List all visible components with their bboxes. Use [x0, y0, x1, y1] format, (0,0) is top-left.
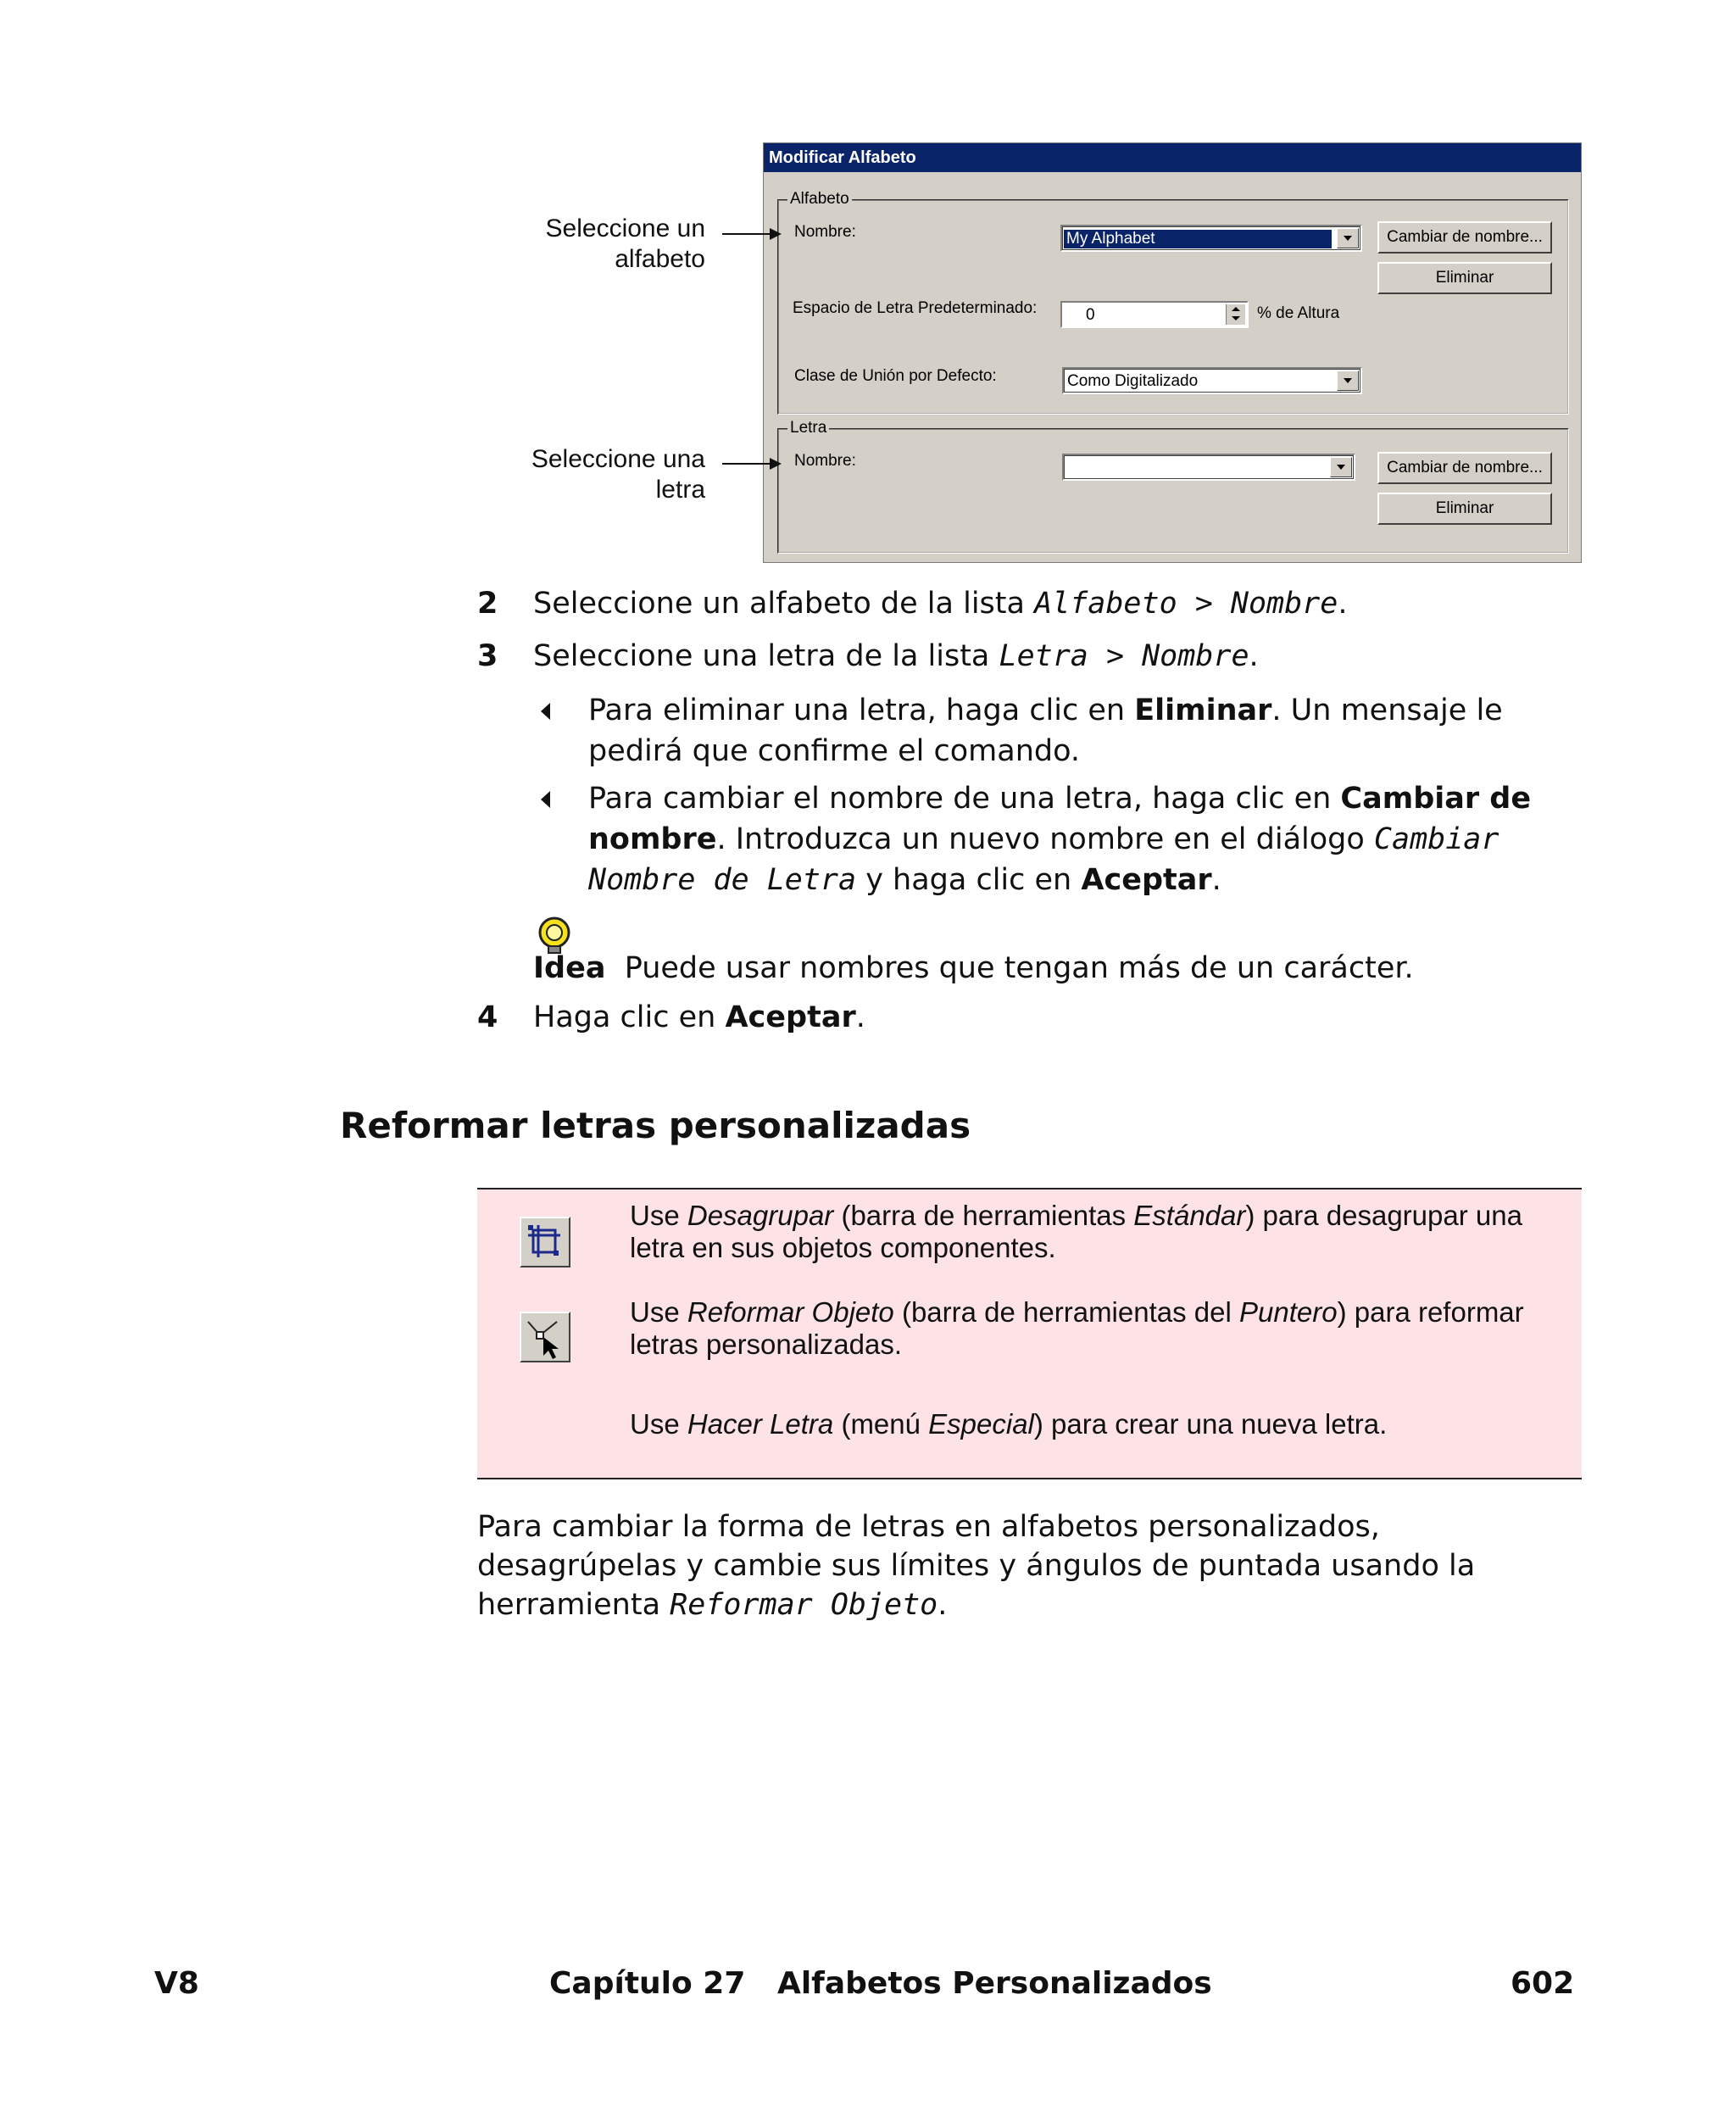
letter-spacing-input[interactable]: [1060, 301, 1249, 328]
letter-rename-button[interactable]: Cambiar de nombre...: [1377, 452, 1552, 484]
reshape-object-icon: [520, 1312, 570, 1362]
letter-spacing-value: 0: [1086, 306, 1095, 324]
dialog-title: Modificar Alfabeto: [764, 143, 1581, 172]
callout-arrow-alphabet: [722, 233, 780, 235]
letter-name-select[interactable]: [1062, 454, 1355, 481]
letter-group-legend: Letra: [787, 419, 829, 437]
callout-arrow-letter: [722, 463, 780, 465]
bullet-text: Para cambiar el nombre de una letra, haga clic en: [588, 782, 1341, 816]
letter-group: [777, 419, 1569, 554]
menu-name: Especial: [928, 1408, 1034, 1440]
idea-label: Idea: [533, 951, 606, 985]
height-percent-label: % de Altura: [1257, 304, 1340, 322]
alphabet-name-label: Nombre:: [794, 223, 856, 241]
tool-name: Hacer Letra: [687, 1408, 834, 1440]
chevron-down-icon[interactable]: [1337, 228, 1359, 248]
paragraph-text-end: .: [938, 1588, 948, 1622]
letter-delete-button[interactable]: Eliminar: [1377, 493, 1552, 525]
spinner-arrows-icon[interactable]: [1226, 304, 1245, 325]
letter-name-label: Nombre:: [794, 452, 856, 470]
bullet-bold2: Aceptar: [1081, 863, 1212, 897]
chapter-title: Alfabetos Personalizados: [776, 1966, 1212, 2001]
bullet-triangle-icon: [541, 791, 550, 808]
paragraph-text: Para cambiar la forma de letras en alfabetos personalizados, desagrúpelas y cambie sus límites y ángulos de puntada usando la herramienta: [477, 1510, 1476, 1622]
chapter-number: Capítulo 27: [549, 1966, 746, 2001]
menu-path: Alfabeto > Nombre: [1034, 587, 1338, 621]
modify-alphabet-dialog: [763, 142, 1582, 563]
tip-make-letter: [630, 1408, 1554, 1440]
step-text: Seleccione una letra de la lista: [533, 639, 999, 673]
callout-alphabet-line2: alfabeto: [615, 245, 705, 273]
step-text-end: .: [1249, 639, 1259, 673]
tip-text: (barra de herramientas del: [893, 1296, 1239, 1328]
callout-select-alphabet: [492, 214, 705, 275]
step-number: 3: [477, 639, 498, 673]
join-type-select[interactable]: [1062, 367, 1362, 394]
bullet-text-end: . Un mensaje le pedirá que confirme el comando.: [588, 694, 1503, 768]
tip-ungroup: [630, 1200, 1554, 1264]
reshape-paragraph: [477, 1507, 1588, 1624]
callout-alphabet-line1: Seleccione un: [545, 214, 705, 242]
alphabet-rename-button[interactable]: Cambiar de nombre...: [1377, 221, 1552, 253]
dialog-name: Cambiar Nombre de Letra: [588, 822, 1500, 897]
step-number: 4: [477, 1000, 498, 1034]
tool-name: Desagrupar: [687, 1200, 834, 1231]
chevron-down-icon[interactable]: [1330, 457, 1352, 477]
bullet-triangle-icon: [541, 703, 550, 720]
idea-text: Puede usar nombres que tengan más de un carácter.: [624, 951, 1414, 985]
alphabet-name-select[interactable]: [1060, 225, 1362, 252]
step-text-end: .: [1338, 587, 1348, 621]
step-text: Seleccione un alfabeto de la lista: [533, 587, 1035, 621]
step-text: Haga clic en: [533, 1000, 726, 1034]
ungroup-icon: [520, 1217, 570, 1267]
idea-tip: [533, 948, 1414, 989]
tip-reshape: [630, 1296, 1554, 1361]
toolbar-name: Puntero: [1239, 1296, 1338, 1328]
chevron-down-icon[interactable]: [1337, 370, 1359, 391]
section-heading: Reformar letras personalizadas: [340, 1105, 971, 1146]
tip-text: ) para reformar letras personalizadas.: [630, 1296, 1524, 1360]
alphabet-name-value: My Alphabet: [1064, 230, 1332, 248]
bullet-text-mid: . Introduzca un nuevo nombre en el diálogo: [716, 822, 1374, 856]
tip-text: Use: [630, 1200, 687, 1231]
toolbar-name: Estándar: [1133, 1200, 1246, 1231]
callout-letter-line1: Seleccione una: [531, 445, 705, 473]
tool-name: Reformar Objeto: [670, 1588, 938, 1622]
tip-text: ) para desagrupar una letra en sus objetos componentes.: [630, 1200, 1522, 1263]
bullet-text-mid2: y haga clic en: [856, 863, 1082, 897]
tip-text: (menú: [833, 1408, 929, 1440]
letter-spacing-label: Espacio de Letra Predeterminado:: [793, 299, 1038, 317]
alphabet-group-legend: Alfabeto: [787, 190, 852, 209]
join-type-value: Como Digitalizado: [1067, 372, 1199, 390]
tip-text: Use: [630, 1408, 687, 1440]
callout-select-letter: [475, 444, 705, 505]
bullet-text: Para eliminar una letra, haga clic en: [588, 694, 1135, 727]
tools-tip-box: [477, 1188, 1582, 1479]
footer-chapter: [549, 1965, 1212, 2003]
step-number: 2: [477, 587, 498, 621]
step-text-end: .: [855, 1000, 865, 1034]
page-number: 602: [1511, 1966, 1575, 2001]
alphabet-delete-button[interactable]: Eliminar: [1377, 262, 1552, 294]
callout-letter-line2: letra: [655, 476, 705, 504]
tool-name: Reformar Objeto: [687, 1296, 894, 1328]
step-bold: Aceptar: [725, 1000, 856, 1034]
bullet-bold: Cambiar de nombre: [588, 782, 1532, 856]
bullet-bold: Eliminar: [1134, 694, 1272, 727]
tip-text: Use: [630, 1296, 687, 1328]
footer-version: V8: [154, 1966, 199, 2001]
tip-text: ) para crear una nueva letra.: [1033, 1408, 1388, 1440]
tip-text: (barra de herramientas: [833, 1200, 1134, 1231]
menu-path: Letra > Nombre: [999, 639, 1249, 673]
join-type-label: Clase de Unión por Defecto:: [794, 367, 997, 385]
bullet-text-end: .: [1211, 863, 1221, 897]
